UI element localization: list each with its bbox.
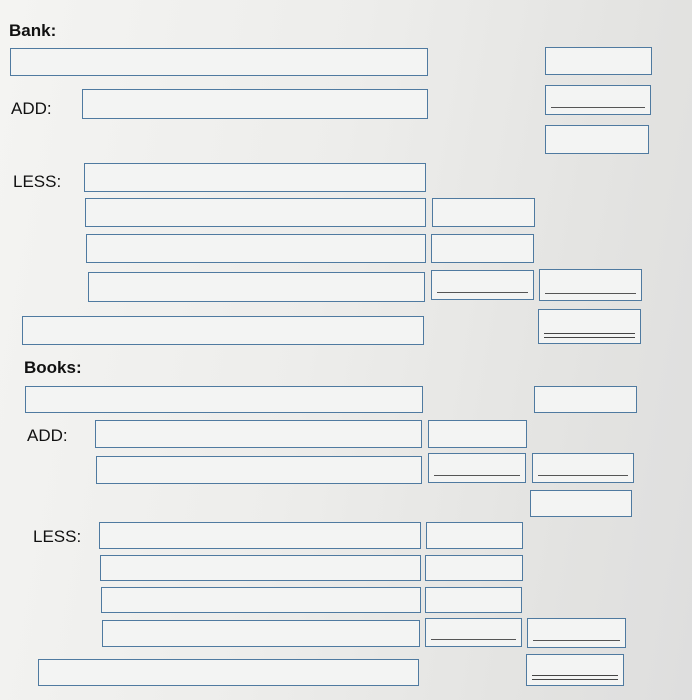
bank-add-subtotal-input[interactable] (545, 125, 649, 154)
bank-less-amount-input-3[interactable] (431, 270, 534, 300)
books-balance-amount-input[interactable] (534, 386, 637, 413)
books-less-description-input-1[interactable] (99, 522, 421, 549)
books-add-description-input-2[interactable] (96, 456, 422, 484)
books-add-amount-input-2[interactable] (428, 453, 526, 483)
bank-balance-description-input[interactable] (10, 48, 428, 76)
bank-adjusted-description-input[interactable] (22, 316, 424, 345)
books-add-amount-input-1[interactable] (428, 420, 527, 448)
books-less-description-input-3[interactable] (101, 587, 421, 613)
books-add-subtotal-input[interactable] (532, 453, 634, 483)
bank-balance-amount-input[interactable] (545, 47, 652, 75)
bank-less-amount-input-2[interactable] (431, 234, 534, 263)
books-adjusted-balance-input[interactable] (526, 654, 624, 686)
bank-less-description-input-2[interactable] (85, 198, 426, 227)
bank-adjusted-balance-input[interactable] (538, 309, 641, 344)
books-balance-description-input[interactable] (25, 386, 423, 413)
bank-add-description-input[interactable] (82, 89, 428, 119)
bank-less-description-input-4[interactable] (88, 272, 425, 302)
bank-less-label: LESS: (13, 172, 62, 191)
books-less-amount-input-4[interactable] (425, 618, 522, 647)
books-less-subtotal-input[interactable] (527, 618, 626, 648)
books-adjusted-description-input[interactable] (38, 659, 419, 686)
bank-less-description-input-3[interactable] (86, 234, 426, 263)
books-heading: Books: (24, 358, 82, 377)
books-add-label: ADD: (27, 426, 68, 445)
bank-add-label: ADD: (11, 99, 52, 118)
bank-heading: Bank: (9, 21, 57, 40)
bank-less-amount-input-1[interactable] (432, 198, 535, 227)
books-less-amount-input-3[interactable] (425, 587, 522, 613)
books-less-description-input-2[interactable] (100, 555, 421, 581)
books-less-amount-input-1[interactable] (426, 522, 523, 549)
bank-less-subtotal-input[interactable] (539, 269, 642, 301)
books-add-description-input-1[interactable] (95, 420, 422, 448)
books-add-total-input[interactable] (530, 490, 632, 517)
books-less-label: LESS: (33, 527, 82, 546)
books-less-amount-input-2[interactable] (425, 555, 523, 581)
bank-less-description-input-1[interactable] (84, 163, 426, 192)
bank-add-amount-input[interactable] (545, 85, 651, 115)
books-less-description-input-4[interactable] (102, 620, 420, 647)
